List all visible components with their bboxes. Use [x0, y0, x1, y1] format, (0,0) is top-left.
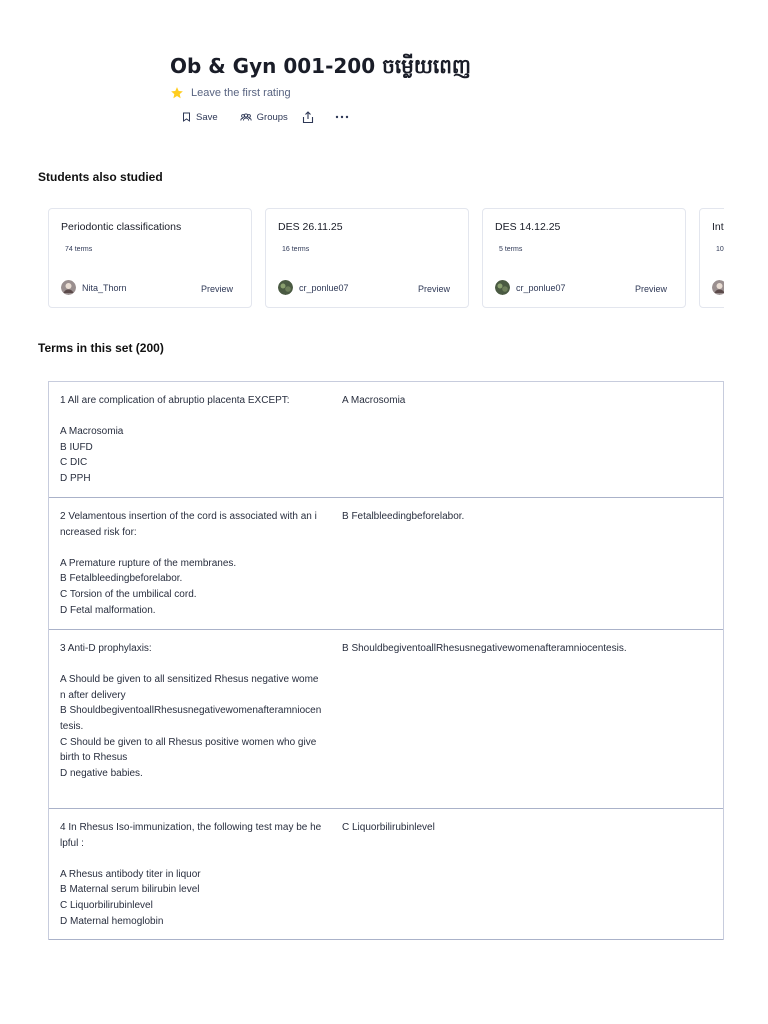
card-user[interactable] — [712, 280, 724, 295]
avatar — [495, 280, 510, 295]
groups-button[interactable] — [240, 112, 288, 123]
study-set-card[interactable] — [482, 208, 686, 308]
avatar — [712, 280, 724, 295]
term-question: 1 All are complication of abruptio placenta EXCEPT: A Macrosomia B IUFD C DIC D PPH — [60, 395, 290, 484]
card-username: cr_ponlue07 — [516, 282, 566, 293]
groups-icon — [240, 112, 252, 122]
also-studied-carousel — [48, 208, 724, 312]
groups-label: Groups — [256, 111, 288, 123]
card-terms: 5 terms — [499, 246, 523, 253]
more-button[interactable] — [335, 115, 354, 119]
preview-button[interactable]: Preview — [200, 284, 233, 294]
preview-button[interactable]: Preview — [634, 284, 667, 294]
terms-list — [48, 381, 724, 940]
share-icon — [302, 111, 314, 124]
set-toolbar — [170, 108, 730, 126]
study-set-card[interactable] — [48, 208, 252, 308]
card-title: Int — [712, 221, 724, 233]
preview-button[interactable]: Preview — [417, 284, 450, 294]
set-header — [170, 52, 730, 126]
term-question: 4 In Rhesus Iso-immunization, the following test may be helpful : A Rhesus antibody titer in liquor B Maternal serum bilirubin level C Liquorbilirubinlevel D Maternal hemoglobin — [60, 822, 322, 927]
card-title: DES 26.11.25 — [278, 221, 343, 233]
card-title: DES 14.12.25 — [495, 221, 561, 233]
card-terms: 10 — [716, 246, 724, 253]
card-username: Nita_Thorn — [82, 282, 127, 293]
card-terms: 16 terms — [282, 246, 310, 253]
card-terms: 74 terms — [65, 246, 93, 253]
save-button[interactable] — [182, 112, 218, 123]
card-user[interactable] — [61, 280, 127, 295]
star-icon — [170, 86, 184, 100]
term-row — [49, 498, 723, 630]
card-title: Periodontic classifications — [61, 221, 182, 233]
bookmark-icon — [182, 112, 191, 122]
rating-link[interactable] — [170, 84, 730, 102]
card-user[interactable] — [495, 280, 566, 295]
page-title: Ob & Gyn 001-200 ចម្លើយពេញ — [170, 54, 471, 78]
share-button[interactable] — [302, 111, 319, 124]
term-answer: C Liquorbilirubinlevel — [342, 822, 435, 833]
card-username: cr_ponlue07 — [299, 282, 349, 293]
avatar — [61, 280, 76, 295]
study-set-card[interactable] — [265, 208, 469, 308]
save-label: Save — [196, 111, 218, 123]
avatar — [278, 280, 293, 295]
term-question: 2 Velamentous insertion of the cord is associated with an increased risk for: A Premature rupture of the membranes. B Fetalbleedingbeforelabor. C Torsion of the umbilical cord. D Fetal malformation. — [60, 511, 317, 616]
more-icon — [335, 115, 349, 119]
terms-heading: Terms in this set (200) — [38, 341, 164, 355]
term-row — [49, 382, 723, 498]
term-row — [49, 809, 723, 940]
term-row — [49, 630, 723, 809]
term-answer: A Macrosomia — [342, 395, 406, 406]
study-set-card[interactable] — [699, 208, 724, 308]
term-answer: B Fetalbleedingbeforelabor. — [342, 511, 465, 522]
rating-text: Leave the first rating — [191, 87, 291, 99]
term-question: 3 Anti-D prophylaxis: A Should be given to all sensitized Rhesus negative women after delivery B ShouldbegiventoallRhesusnegativewomenafteramniocentesis. C Should be given to all Rhesus positive women who give birth to Rhesus D negative babies. — [60, 643, 322, 779]
term-answer: B ShouldbegiventoallRhesusnegativewomenafteramniocentesis. — [342, 643, 627, 654]
card-user[interactable] — [278, 280, 349, 295]
also-studied-heading: Students also studied — [38, 170, 163, 184]
